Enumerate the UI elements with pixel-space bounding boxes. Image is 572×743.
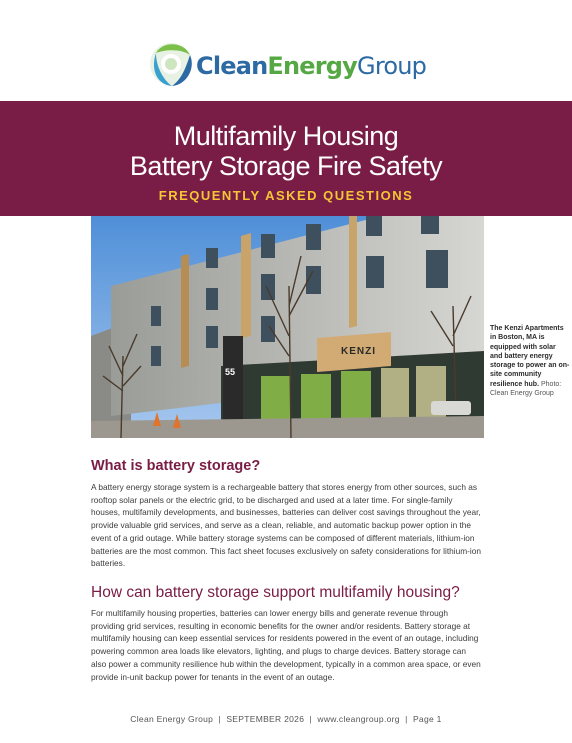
logo-word-clean: Clean bbox=[196, 52, 268, 80]
logo-wordmark bbox=[196, 52, 426, 80]
section-body-multifamily-support: For multifamily housing properties, batteries can lower energy bills and generate revenue through providing grid services, resulting in economic benefits for the owner and/or residents. Battery storage at multifamily housing can keep essential services for residents powered in the event of an outage, including powering common area loads like elevators, lighting, and plugs to charge devices. Battery storage can also power a community resilience hub within the development, typically in a common area space, or even provide in-unit backup power for tenants in the event of an outage. bbox=[91, 608, 481, 682]
page-footer: Clean Energy Group | SEPTEMBER 2026 | www.cleangroup.org | Page 1 bbox=[130, 714, 442, 724]
building-photo bbox=[91, 216, 484, 438]
title-line-2: Battery Storage Fire Safety bbox=[129, 151, 443, 181]
section-heading-multifamily-support: How can battery storage support multifamily housing? bbox=[91, 584, 460, 601]
clean-energy-group-logo bbox=[148, 37, 438, 91]
photo-credit: Photo: Clean Energy Group bbox=[490, 380, 562, 398]
section-body-what-is-battery-storage: A battery energy storage system is a rechargeable battery that stores energy from other sources, such as rooftop solar panels or the electric grid, to be discharged and used at a later time. For single-family houses, multifamily developments, and businesses, batteries can deliver cost savings throughout the year, provide valuable grid services, and serve as a clean, reliable, and automatic backup power option in the event of a grid outage. While battery storage systems can be composed of different materials, lithium-ion batteries are the most common. This fact sheet focuses exclusively on safety considerations for lithium-ion batteries. bbox=[91, 482, 481, 569]
building-number-sign: 55 bbox=[225, 367, 236, 377]
title-banner bbox=[0, 101, 572, 216]
title-line-1: Multifamily Housing bbox=[173, 121, 399, 151]
logo-globe-icon bbox=[148, 39, 194, 89]
photo-caption bbox=[490, 324, 570, 398]
logo-word-energy: Energy bbox=[267, 52, 358, 80]
building-name-sign: KENZI bbox=[341, 346, 376, 357]
caption-text: The Kenzi Apartments in Boston, MA is equipped with solar and battery energy storage to power an on-site community resilience hub. bbox=[490, 325, 570, 388]
logo-word-group: Group bbox=[357, 52, 427, 80]
banner-subtitle: FREQUENTLY ASKED QUESTIONS bbox=[158, 188, 414, 203]
section-heading-what-is-battery-storage: What is battery storage? bbox=[91, 458, 261, 474]
